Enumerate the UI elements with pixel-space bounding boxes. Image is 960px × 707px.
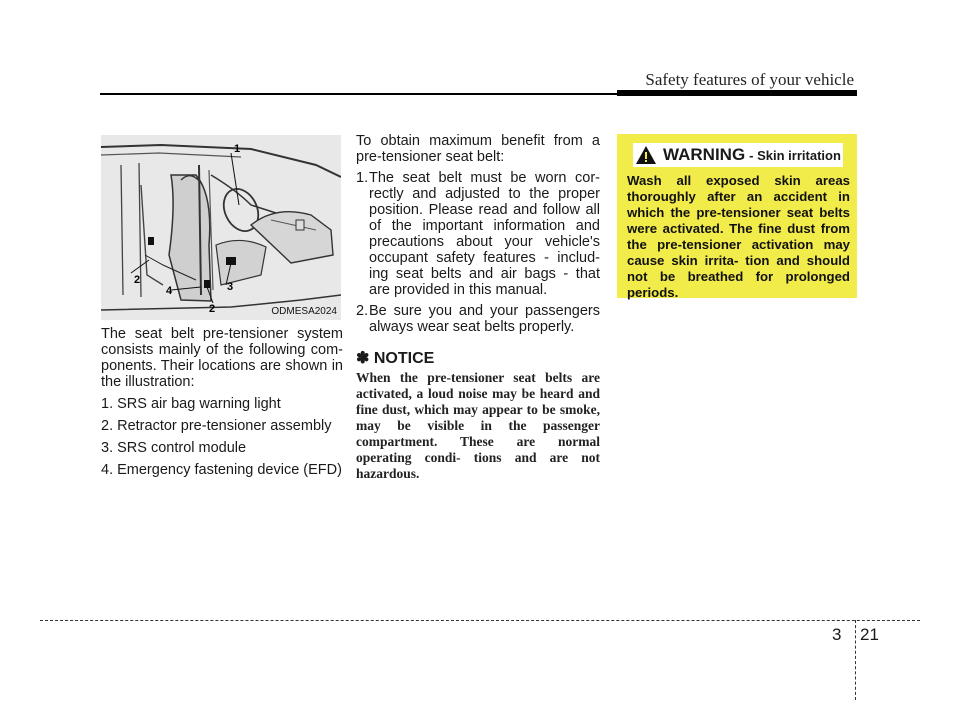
middle-column <box>356 133 600 482</box>
header-rule-accent <box>617 90 857 96</box>
component-item-2: 2. Retractor pre-tensioner assembly <box>101 418 332 434</box>
warning-word: WARNING <box>663 145 746 164</box>
warning-triangle-icon <box>635 145 657 165</box>
warning-subtitle: - Skin irritation <box>749 147 841 163</box>
component-item-3: 3. SRS control module <box>101 440 247 456</box>
warning-header <box>633 143 843 167</box>
vehicle-interior-illustration <box>101 135 341 320</box>
callout-4: 4 <box>166 285 173 297</box>
component-item-1: 1. SRS air bag warning light <box>101 396 281 412</box>
footer-rule <box>40 620 920 621</box>
step-1-number: 1. <box>356 170 369 186</box>
callout-2b: 2 <box>209 303 216 315</box>
step-2 <box>356 303 600 335</box>
step-1-text: The seat belt must be worn cor- rectly and adjusted to the proper position. Please read and follow all of the important information and precautions about your vehicle's occupant safety features - includ- ing seat belts and air bags - that are provided in this manual. <box>369 170 600 298</box>
callout-2a: 2 <box>134 274 141 286</box>
notice-body: When the pre-tensioner seat belts are activated, a loud noise may be heard and fine dust, which may appear to be smoke, may be visible in the passenger compartment. These are normal operating condi- tions and are not hazardous. <box>356 370 600 481</box>
page-number: 21 <box>860 625 879 644</box>
left-intro: The seat belt pre-tensioner system consists mainly of the following com- ponents. Their locations are shown in the illustration: <box>101 326 343 390</box>
step-1 <box>356 170 600 298</box>
step-2-number: 2. <box>356 303 369 319</box>
notice-heading: ✽ NOTICE <box>356 350 435 367</box>
warning-body: Wash all exposed skin areas thoroughly after an accident in which the pre-tensioner seat belts were activated. The fine dust from the pre-tensioner activation may cause skin irrita- tion and should not be breathed for prolonged periods. <box>627 173 850 300</box>
illustration <box>101 135 341 320</box>
left-column <box>101 326 343 478</box>
middle-intro: To obtain maximum benefit from a pre-tensioner seat belt: <box>356 133 600 165</box>
chapter-number: 3 <box>832 625 842 644</box>
callout-3: 3 <box>227 281 234 293</box>
footer-divider <box>855 620 856 700</box>
step-2-text: Be sure you and your passengers always wear seat belts properly. <box>369 303 600 335</box>
callout-1: 1 <box>234 143 241 155</box>
component-item-4: 4. Emergency fastening device (EFD) <box>101 462 342 478</box>
warning-box <box>617 134 857 298</box>
header-title: Safety features of your vehicle <box>645 70 854 89</box>
figure-caption: ODMESA2024 <box>271 306 337 317</box>
